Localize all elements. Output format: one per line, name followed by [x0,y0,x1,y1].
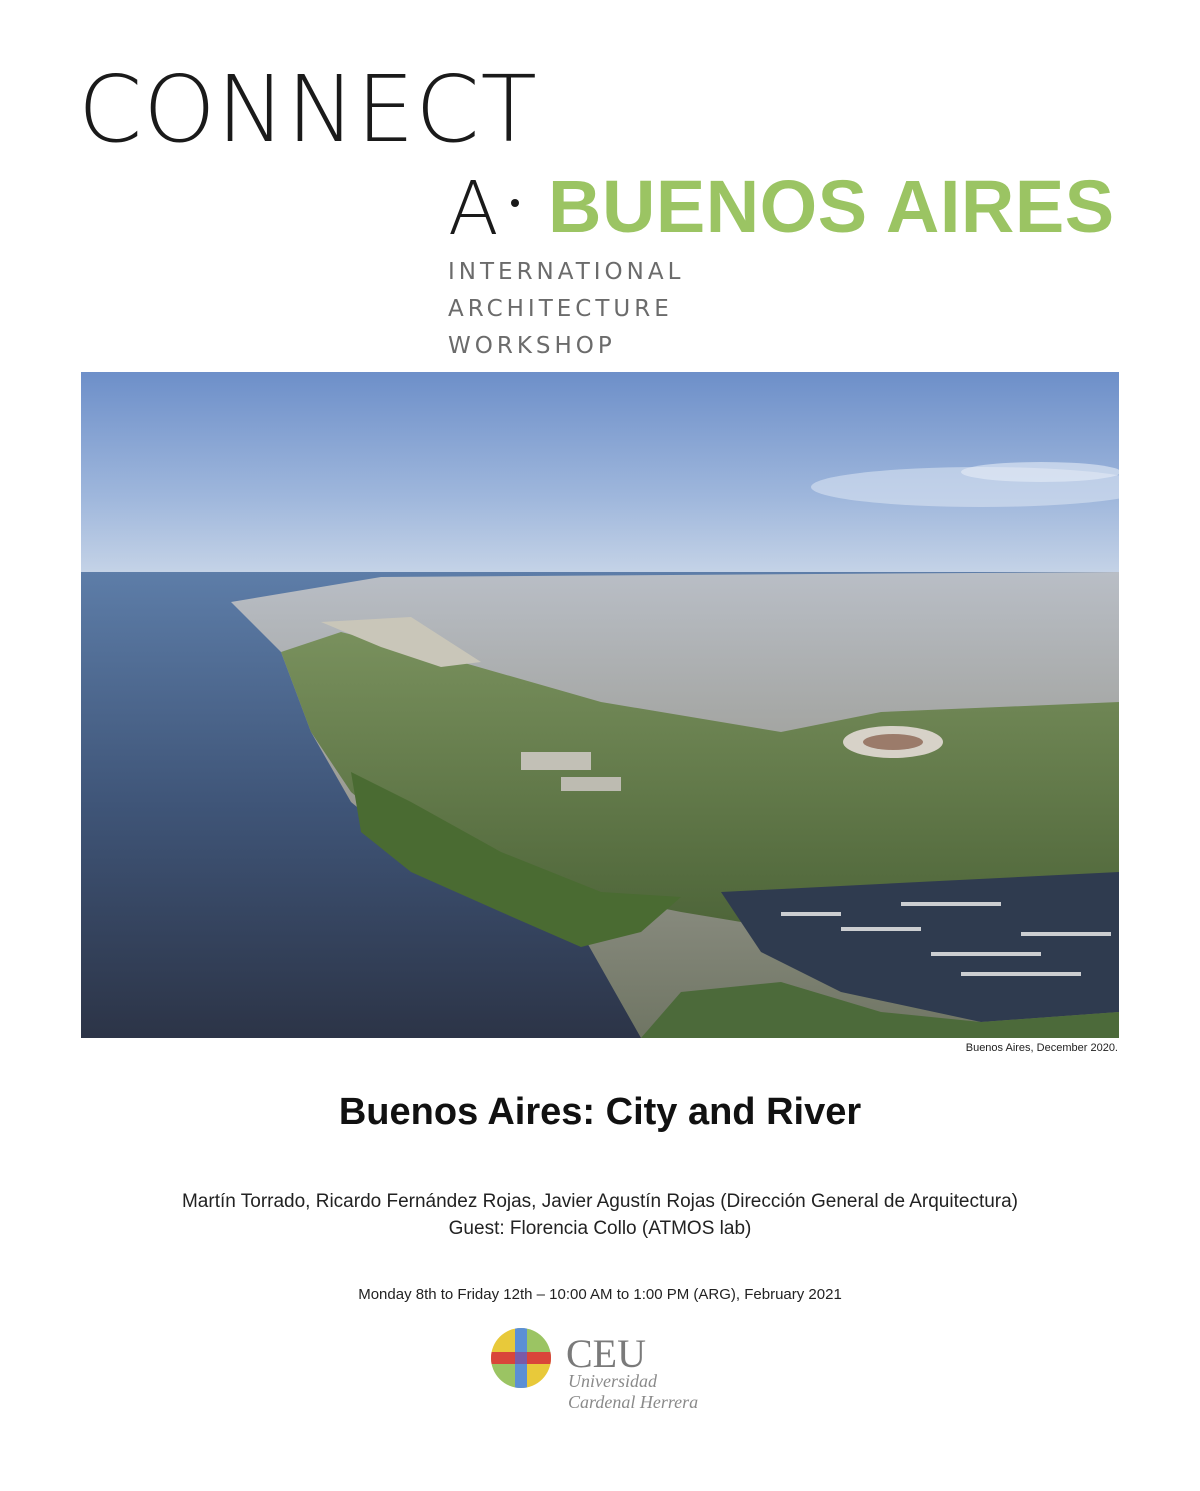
brand-connect: CONNECT [78,56,538,163]
brand-a-dot [511,199,519,207]
logo-line-2: Cardenal Herrera [568,1392,699,1412]
photo-caption: Buenos Aires, December 2020. [965,1042,1118,1054]
ceu-logo-name: CEU [566,1331,646,1376]
subtitle-line-2: ARCHITECTURE [448,296,673,322]
guest-line: Guest: Florencia Collo (ATMOS lab) [448,1218,752,1239]
brand-a-letter: A [448,166,499,252]
workshop-title: Buenos Aires: City and River [338,1091,862,1133]
subtitle-line-1: INTERNATIONAL [448,259,685,285]
ceu-logo-university [568,1343,698,1413]
workshop-subtitle [448,254,684,365]
aerial-photo [81,372,1119,1038]
subtitle-line-3: WORKSHOP [448,333,616,359]
workshop-schedule: Monday 8th to Friday 12th – 10:00 AM to 1:00 PM (ARG), February 2021 [358,1286,842,1303]
ceu-emblem-icon [489,1326,553,1395]
workshop-people [0,1188,1200,1242]
brand-city: BUENOS AIRES [548,165,1115,248]
logo-line-1: Universidad [568,1371,657,1391]
tutors-line: Martín Torrado, Ricardo Fernández Rojas, Javier Agustín Rojas (Dirección General de Arquitectura) [181,1191,1019,1212]
